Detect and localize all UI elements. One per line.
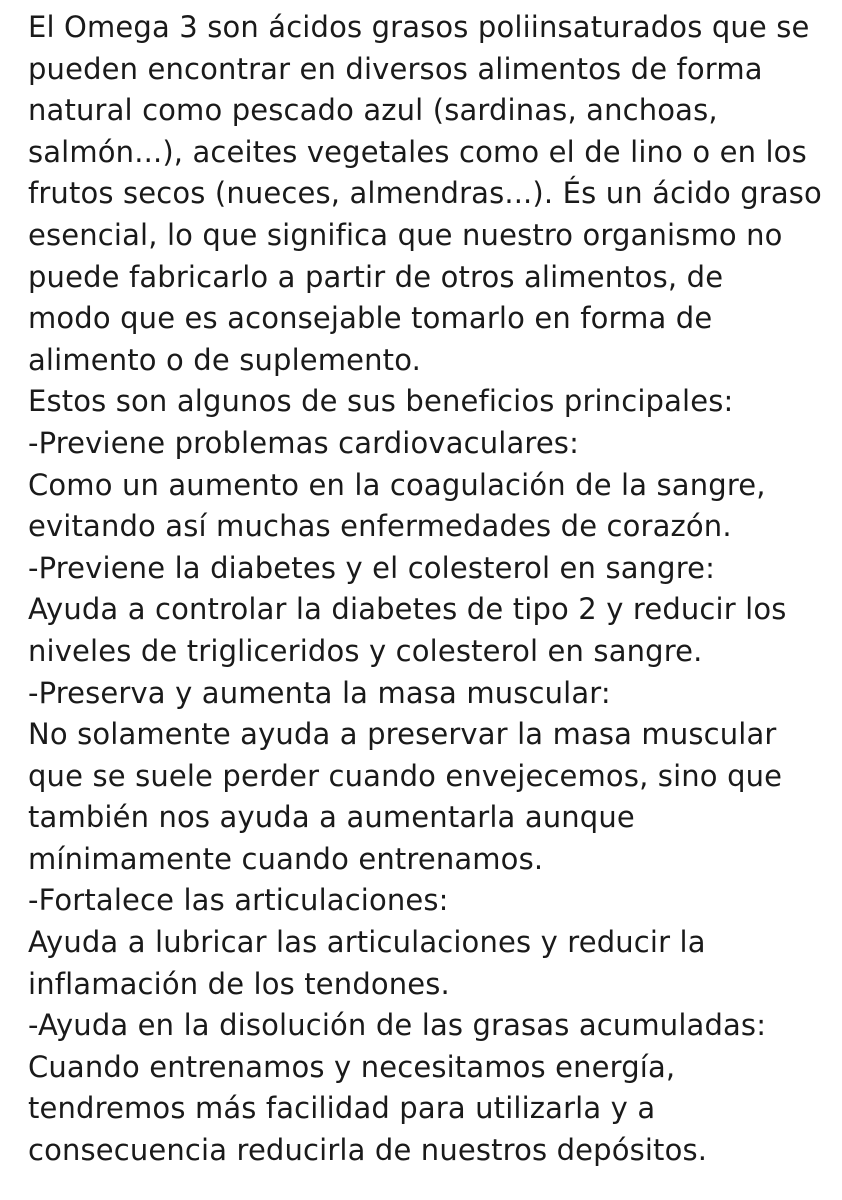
benefit-text-line: Ayuda a controlar la diabetes de tipo 2 y reducir los [28,592,787,627]
text-line: frutos secos (nueces, almendras...). És un ácido graso [28,176,822,211]
text-line: alimento o de suplemento. [28,342,421,377]
benefit-diabetes [28,548,822,673]
text-line: pueden encontrar en diversos alimentos de forma [28,51,763,86]
benefit-fat-dissolution [28,1005,822,1171]
text-line: puede fabricarlo a partir de otros alimentos, de [28,259,724,294]
benefit-text-line: mínimamente cuando entrenamos. [28,841,544,876]
text-line: esencial, lo que significa que nuestro organismo no [28,217,783,252]
benefit-heading: -Fortalece las articulaciones: [28,883,449,918]
benefit-text-line: tendremos más facilidad para utilizarla y a [28,1091,656,1126]
benefit-heading: -Previene la diabetes y el colesterol en sangre: [28,550,716,585]
text-line: natural como pescado azul (sardinas, anchoas, [28,93,718,128]
benefit-text-line: niveles de trigliceridos y colesterol en sangre. [28,633,703,668]
benefit-text-line: consecuencia reducirla de nuestros depósitos. [28,1133,708,1168]
benefit-text-line: inflamación de los tendones. [28,966,450,1001]
benefit-text-line: Ayuda a lubricar las articulaciones y reducir la [28,925,706,960]
benefit-cardiovascular [28,423,822,548]
benefit-text-line: también nos ayuda a aumentarla aunque [28,800,635,835]
benefit-joints [28,880,822,1005]
benefit-heading: -Ayuda en la disolución de las grasas acumuladas: [28,1008,767,1043]
benefit-text-line: que se suele perder cuando envejecemos, sino que [28,758,783,793]
intro-paragraph [28,7,822,381]
benefit-text-line: evitando así muchas enfermedades de corazón. [28,509,732,544]
benefit-muscle [28,673,822,881]
benefit-heading: -Preserva y aumenta la masa muscular: [28,675,611,710]
text-line: salmón...), aceites vegetales como el de lino o en los [28,134,807,169]
benefit-text-line: Como un aumento en la coagulación de la sangre, [28,467,766,502]
benefit-heading: -Previene problemas cardiovaculares: [28,425,579,460]
benefit-text-line: Cuando entrenamos y necesitamos energía, [28,1049,676,1084]
benefits-intro: Estos son algunos de sus beneficios principales: [28,384,734,419]
text-line: modo que es aconsejable tomarlo en forma de [28,301,713,336]
text-line: El Omega 3 son ácidos grasos poliinsaturados que se [28,10,810,44]
benefit-text-line: No solamente ayuda a preservar la masa muscular [28,717,777,752]
